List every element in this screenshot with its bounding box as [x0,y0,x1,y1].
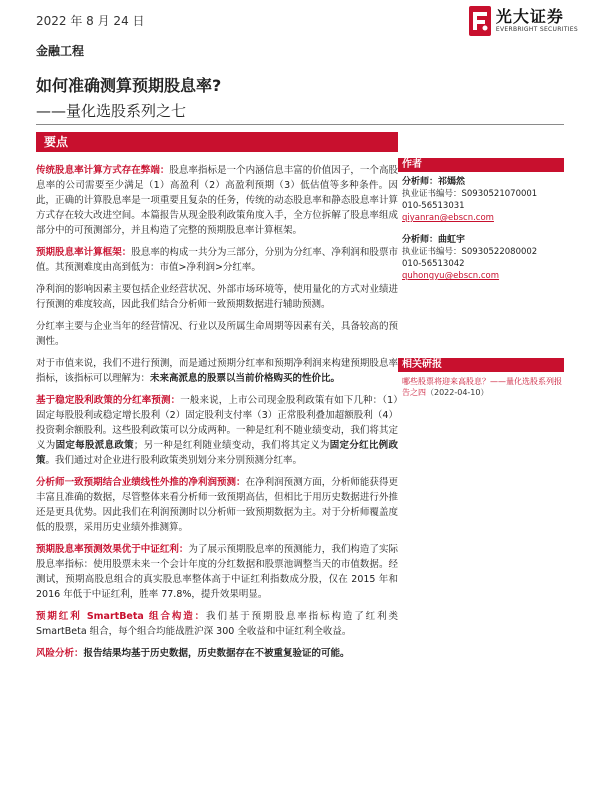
paragraph-lead: 预期股息率预测效果优于中证红利： [36,544,189,555]
report-category: 金融工程 [36,44,85,58]
paragraph-text: 。我们通过对企业进行股利政策类别划分来分别预测分红率。 [45,455,303,466]
paragraph-lead: 风险分析： [36,648,84,659]
company-logo [469,6,578,36]
analyst-phone: 010-56513031 [402,201,465,211]
paragraph [36,542,398,602]
analyst-phone: 010-56513042 [402,259,465,269]
analyst-email-link[interactable]: quhongyu@ebscn.com [402,271,500,281]
paragraph-emphasis: 固定每股派息政策 [55,440,134,451]
paragraph-text: 股息率指标是一个内涵信息丰富的价值因子，一个高股息率的公司需要至少满足（1）高盈利（2）高盈利预期（3）低估值等多种条件。因此，正确的计算股息率是一项重要且复杂的任务，传统的动态股息率和静态股息率计算方式存在较大改进空间。本篇报告从现金股利政策角度入手，全方位拆解了股息率组成部分中的可预测部分，并且构造了完整的预期股息率计算框架。 [36,165,398,236]
related-report-link[interactable] [398,376,564,398]
related-report-title[interactable]: 哪些股票将迎来高股息？——量化选股系列报告之四 [402,377,562,397]
paragraph-lead: 预期股息率计算框架： [36,247,132,258]
paragraph [36,245,398,275]
paragraph-text: 对于市值来说，我们不进行预测，而是通过预期分红率和预期净利润来构建预期股息率指标，该指标可以理解为： [36,358,398,384]
paragraph-text: 分红率主要与企业当年的经营情况、行业以及所属生命周期等因素有关，具备较高的预测性。 [36,321,398,347]
paragraph-text: ；另一种是红利随业绩变动，我们将其定义为 [133,440,330,451]
report-subtitle: ——量化选股系列之七 [36,102,187,120]
analyst-cert: 执业证书编号：S0930521070001 [402,189,538,199]
paragraph [36,356,398,386]
logo-name-en: EVERBRIGHT SECURITIES [495,26,578,33]
paragraph-text: 在净利润预测方面，分析师能获得更丰富且准确的数据，尽管整体来看分析师一致预期高估，但相比于用历史数据进行外推还是更具优势。因此我们在利润预测时以分析师一致预期数据为主。对于分析师覆盖度低的股票，采用历史业绩外推测算。 [36,477,398,533]
analyst-cert: 执业证书编号：S0930522080002 [402,247,538,257]
paragraph-text: 净利润的影响因素主要包括企业经营状况、外部市场环境等，使用量化的方式对业绩进行预测的难度较高，因此我们结合分析师一致预期数据进行辅助预测。 [36,284,398,310]
paragraph-text: 一般来说，上市公司现金股利政策有如下几种：（1）固定每股股利或稳定增长股利（2）固定股利支付率（3）正常股利叠加超额股利（4）投资剩余额股利。这些股利政策可以分成两种。一种是红利不随业绩变动，我们将其定义为 [36,395,398,451]
logo-name-cn: 光大证券 [495,7,564,26]
paragraph-lead: 传统股息率计算方式存在弊端： [36,165,170,176]
analyst-card [398,234,564,282]
paragraph-text: 为了展示预期股息率的预测能力，我们构造了实际股息率指标：使用股票未来一个会计年度的分红数据和股票池调整当天的市值数据。经测试，预期高股息组合的真实股息率整体高于中证红利指数成分股，仅在 2015 年和 2016 年低于中证红利，胜率 77.8%，提升效果明显。 [36,544,398,600]
report-date: 2022 年 8 月 24 日 [36,14,145,28]
paragraph [36,319,398,349]
paragraph-lead: 基于稳定股利政策的分红率预测： [36,395,181,406]
report-title: 如何准确测算预期股息率? [36,76,222,95]
summary-header: 要点 [36,132,398,152]
paragraph [36,609,398,639]
analyst-card [398,176,564,224]
summary-body [36,163,398,668]
paragraph [36,282,398,312]
paragraph [36,475,398,535]
authors-header: 作者 [398,158,564,172]
paragraph-lead: 预期红利 SmartBeta 组合构造： [36,611,207,622]
paragraph-text: 股息率的构成一共分为三部分，分别为分红率、净利润和股票市值。其预测难度由高到低为：市值>净利润>分红率。 [36,247,398,273]
header-divider [36,124,564,125]
analyst-name: 分析师：祁嫣然 [402,177,466,187]
paragraph-emphasis: 未来高派息的股票以当前价格购买的性价比。 [150,373,341,384]
related-research-header: 相关研报 [398,358,564,372]
paragraph [36,393,398,468]
everbright-logo-icon [469,6,491,36]
paragraph [36,163,398,238]
paragraph-emphasis: 报告结果均基于历史数据，历史数据存在不被重复验证的可能。 [83,648,350,659]
paragraph-lead: 分析师一致预期结合业绩线性外推的净利润预测： [36,477,246,488]
paragraph-emphasis: 固定分红比例政策 [36,440,398,466]
sidebar [398,158,564,398]
analyst-name: 分析师：曲虹宇 [402,235,466,245]
paragraph-text: 我们基于预期股息率指标构造了红利类 SmartBeta 组合，每个组合均能战胜沪深 300 全收益和中证红利全收益。 [36,611,398,637]
analyst-email-link[interactable]: qiyanran@ebscn.com [402,213,494,223]
paragraph [36,646,398,661]
related-report-date: （2022-04-10） [426,388,489,397]
